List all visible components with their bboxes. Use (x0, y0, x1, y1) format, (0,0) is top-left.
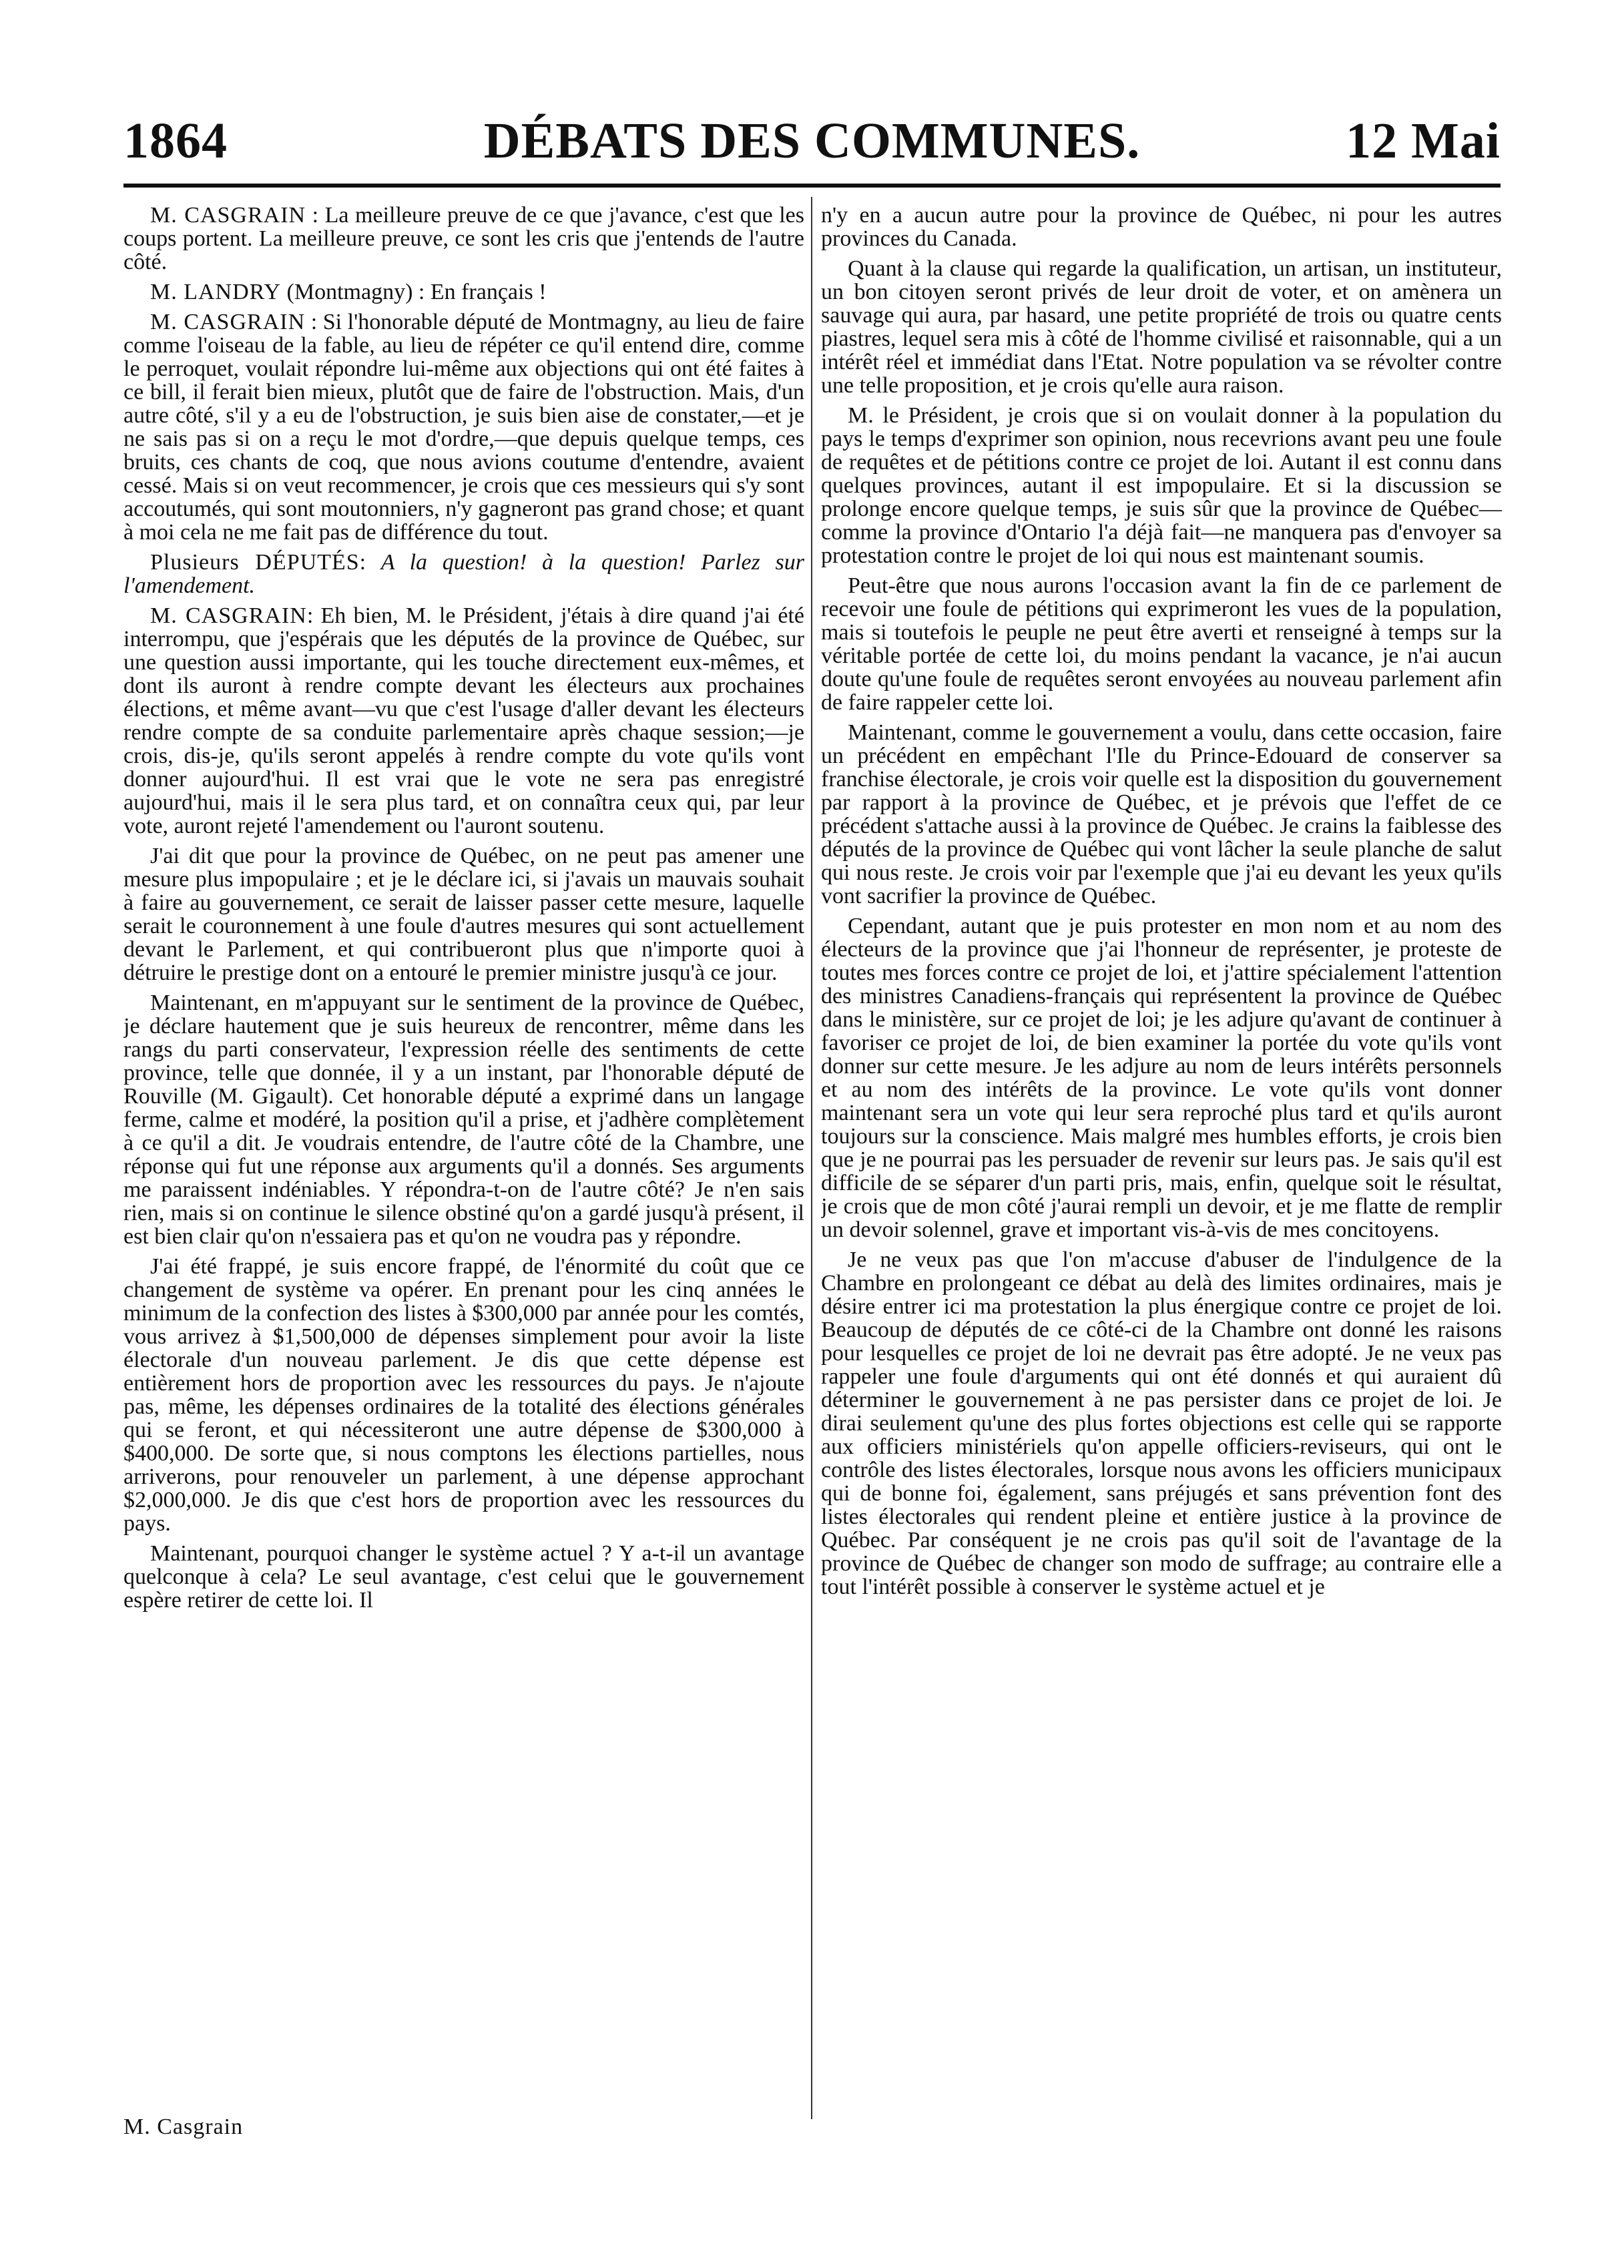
page-date: 12 Mai (1346, 113, 1501, 169)
paragraph (123, 1542, 804, 1612)
paragraph (123, 204, 804, 274)
paragraph-text: Maintenant, pourquoi changer le système actuel ? Y a-t-il un avantage quelconque à cela? Le seul avantage, c'est celui que le gouvernement espère retirer de cette loi. Il (123, 1541, 804, 1613)
speaker-name: M. CASGRAIN (150, 310, 306, 334)
speaker-name: Plusieurs DÉPUTÉS (150, 550, 360, 575)
paragraph (123, 844, 804, 984)
left-column (123, 204, 804, 2126)
page-header (123, 112, 1501, 179)
paragraph (123, 280, 804, 304)
paragraph-text: Maintenant, comme le gouvernement a voulu, dans cette occasion, faire un précédent en empêchant l'Ile du Prince-Edouard de conserver sa franchise électorale, je crois voir quelle est la disposition du gouvernement par rapport à la province de Québec, et je prévois que l'effet de ce précédent s'attache aussi à la province de Québec. Je crains la faiblesse des députés de la province de Québec qui vont lâcher la seule planche de salut qui nous reste. Je crois voir par l'exemple que j'ai eu devant les yeux qu'ils vont sacrifier la province de Québec. (821, 720, 1502, 908)
paragraph (821, 1248, 1502, 1599)
paragraph-text: J'ai dit que pour la province de Québec, on ne peut pas amener une mesure plus impopulaire ; et je le déclare ici, si j'avais un mauvais souhait à faire au gouvernement, ce serait de laisser passer cette mesure, laquelle serait le couronnement à une foule d'autres mesures qui sont actuellement devant le Parlement, et qui contribueront plus que n'importe quoi à détruire le prestige dont on a entouré le premier ministre jusqu'à ce jour. (123, 844, 804, 985)
paragraph (123, 1255, 804, 1535)
paragraph-text: : La meilleure preuve de ce que j'avance, c'est que les coups portent. La meilleure preuve, ce sont les cris que j'entends de l'autre côté. (123, 204, 804, 274)
paragraph-text: J'ai été frappé, je suis encore frappé, de l'énormité du coût que ce changement de système va opérer. En prenant pour les cinq années le minimum de la confection des listes à $300,000 par année pour les comtés, vous arrivez à $1,500,000 de dépenses simplement pour avoir la liste électorale d'un nouveau parlement. Je dis que cette dépense est entièrement hors de proportion avec les ressources du pays. Je n'ajoute pas, même, les dépenses ordinaires de la totalité des élections générales qui se feront, et qui nécessiteront une autre dépense de $300,000 à $400,000. De sorte que, si nous comptons les élections partielles, nous arriverons, pour renouveler un parlement, à une dépense approchant $2,000,000. Je dis que c'est hors de proportion avec les ressources du pays. (123, 1254, 804, 1536)
paragraph (821, 574, 1502, 714)
page-title: DÉBATS DES COMMUNES. (483, 113, 1141, 169)
paragraph (123, 604, 804, 838)
paragraph (821, 914, 1502, 1241)
paragraph (123, 991, 804, 1248)
italic-text: A la question! à la question! Parlez sur l'amendement. (123, 550, 804, 598)
paragraph-text: : Si l'honorable député de Montmagny, au lieu de faire comme l'oiseau de la fable, au lieu de répéter ce qu'il entend dire, comme le perroquet, voulait répondre lui-même aux objections qui ont été faites à ce bill, il ferait bien mieux, plutôt que de faire de l'obstruction. Mais, d'un autre côté, s'il y a eu de l'obstruction, je suis bien aise de constater,—et je ne sais pas si on a reçu le mot d'ordre,—que depuis quelque temps, ces bruits, ces chants de coq, que nous avions coutume d'entendre, avaient cessé. Mais si on veut recommencer, je crois que ces messieurs qui s'y sont accoutumés, qui sont moutonniers, n'y gagneront pas grand chose; et quant à moi cela ne me fait pas de différence du tout. (123, 310, 804, 545)
speaker-name: M. LANDRY (150, 280, 282, 304)
paragraph-text: Quant à la clause qui regarde la qualification, un artisan, un instituteur, un bon citoyen seront privés de leur droit de voter, et on amènera un sauvage qui aura, par hasard, une petite propriété de trois ou quatre cents piastres, lequel sera mis à côté de l'homme civilisé et raisonnable, qui a un intérêt réel et immédiat dans l'Etat. Notre population va se révolter contre une telle proposition, et je crois qu'elle aura raison. (821, 256, 1502, 398)
paragraph (123, 551, 804, 597)
header-rule (123, 184, 1501, 188)
paragraph (123, 310, 804, 544)
paragraph-text: Peut-être que nous aurons l'occasion avant la fin de ce parlement de recevoir une foule de pétitions qui exprimeront les vues de la population, mais si toutefois le peuple ne peut être averti et renseigné à temps sur la véritable portée de cette loi, du moins pendant la vacance, je n'ai aucun doute qu'une foule de requêtes seront envoyées au nouveau parlement afin de faire rappeler cette loi. (821, 573, 1502, 715)
paragraph-text: Je ne veux pas que l'on m'accuse d'abuser de l'indulgence de la Chambre en prolongeant ce débat au delà des limites ordinaires, mais je désire entrer ici ma protestation la plus énergique contre ce projet de loi. Beaucoup de députés de ce côté-ci de la Chambre ont donné les raisons pour lesquelles ce projet de loi ne devrait pas être adopté. Je ne veux pas rappeler une foule d'arguments qui ont été donnés et qui auraient dû déterminer le gouvernement à ne pas persister dans ce projet de loi. Je dirai seulement qu'une des plus fortes objections est celle qui se rapporte aux officiers ministériels qu'on appelle officiers-reviseurs, qui ont le contrôle des listes électorales, lorsque nous avons les officiers municipaux qui de bonne foi, également, sans préjugés et sans prévention font des listes électorales qui rendent pleine et entière justice à la province de Québec. Par conséquent je ne crois pas qu'il soit de l'avantage de la province de Québec de changer son modo de suffrage; au contraire elle a tout l'intérêt possible à conserver le système actuel et je (821, 1247, 1502, 1599)
page-number: 1864 (123, 113, 228, 169)
paragraph-text: n'y en a aucun autre pour la province de Québec, ni pour les autres provinces du Canada. (821, 204, 1502, 251)
paragraph-text: (Montmagny) : En français ! (281, 280, 547, 304)
footer-speaker: M. Casgrain (123, 2114, 244, 2139)
paragraph-text: M. le Président, je crois que si on voulait donner à la population du pays le temps d'exprimer son opinion, nous recevrions avant peu une foule de requêtes et de pétitions contre ce projet de loi. Autant il est connu dans quelques provinces, autant il est impopulaire. Et si la discussion se prolonge encore quelque temps, je suis sûr que la province de Québec—comme la province d'Ontario l'a déjà fait—ne manquera pas d'envoyer sa protestation contre le projet de loi qui nous est maintenant soumis. (821, 403, 1502, 568)
paragraph (821, 257, 1502, 397)
paragraph (821, 404, 1502, 567)
right-column (821, 204, 1502, 2126)
paragraph-text: Maintenant, en m'appuyant sur le sentiment de la province de Québec, je déclare hautement que je suis heureux de rencontrer, même dans les rangs du parti conservateur, l'expression réelle des sentiments de cette province, telle que donnée, il y a un instant, par l'honorable député de Rouville (M. Gigault). Cet honorable député a exprimé dans un langage ferme, calme et modéré, la position qu'il a prise, et j'adhère complètement à ce qu'il a dit. Je voudrais entendre, de l'autre côté de la Chambre, une réponse qui fut une réponse aux arguments qu'il a donnés. Ses arguments me paraissent indéniables. Y répondra-t-on de l'autre côté? Je n'en sais rien, mais si on continue le silence obstiné qu'on a gardé jusqu'à présent, il est bien clair qu'on n'essaiera pas et qu'on ne voudra pas y répondre. (123, 990, 804, 1249)
column-divider (811, 197, 812, 2119)
paragraph (821, 721, 1502, 908)
paragraph-text: : Eh bien, M. le Président, j'étais à dire quand j'ai été interrompu, que j'espérais que les députés de la province de Québec, sur une question aussi importante, qui les touche directement eux-mêmes, et dont ils auront à rendre compte devant les électeurs aux prochaines élections, et même avant—vu que c'est l'usage d'aller devant les électeurs rendre compte de sa conduite parlementaire après chaque session;—je crois, dis-je, qu'ils seront appelés à rendre compte du vote qu'ils vont donner aujourd'hui. Il est vrai que le vote ne sera pas enregistré aujourd'hui, mais il le sera plus tard, et on connaîtra ceux qui, par leur vote, auront rejeté l'amendement ou l'auront soutenu. (123, 603, 804, 838)
speaker-name: M. CASGRAIN (150, 603, 307, 628)
paragraph-text: Cependant, autant que je puis protester en mon nom et au nom des électeurs de la province que j'ai l'honneur de représenter, je proteste de toutes mes forces contre ce projet de loi, et j'attire spécialement l'attention des ministres Canadiens-français qui représentent la province de Québec dans le ministère, sur ce projet de loi; je les adjure qu'avant de continuer à favoriser ce projet de loi, de bien examiner la portée du vote qu'ils vont donner sur cette mesure. Je les adjure au nom de leurs intérêts personnels et au nom des intérêts de la province. Le vote qu'ils vont donner maintenant sera un vote qui leur sera reproché plus tard et qu'ils auront toujours sur la conscience. Mais malgré mes humbles efforts, je crois bien que je ne pourrai pas les persuader de revenir sur leurs pas. Je sais qu'il est difficile de se séparer d'un parti pris, mais, enfin, quelque soit le résultat, je crois que de mon côté j'aurai rempli un devoir, et je me flatte de remplir un devoir solennel, grave et important vis-à-vis de mes concitoyens. (821, 914, 1502, 1242)
speaker-name: M. CASGRAIN (150, 204, 306, 228)
paragraph (821, 204, 1502, 250)
paragraph-text: : (359, 550, 381, 575)
